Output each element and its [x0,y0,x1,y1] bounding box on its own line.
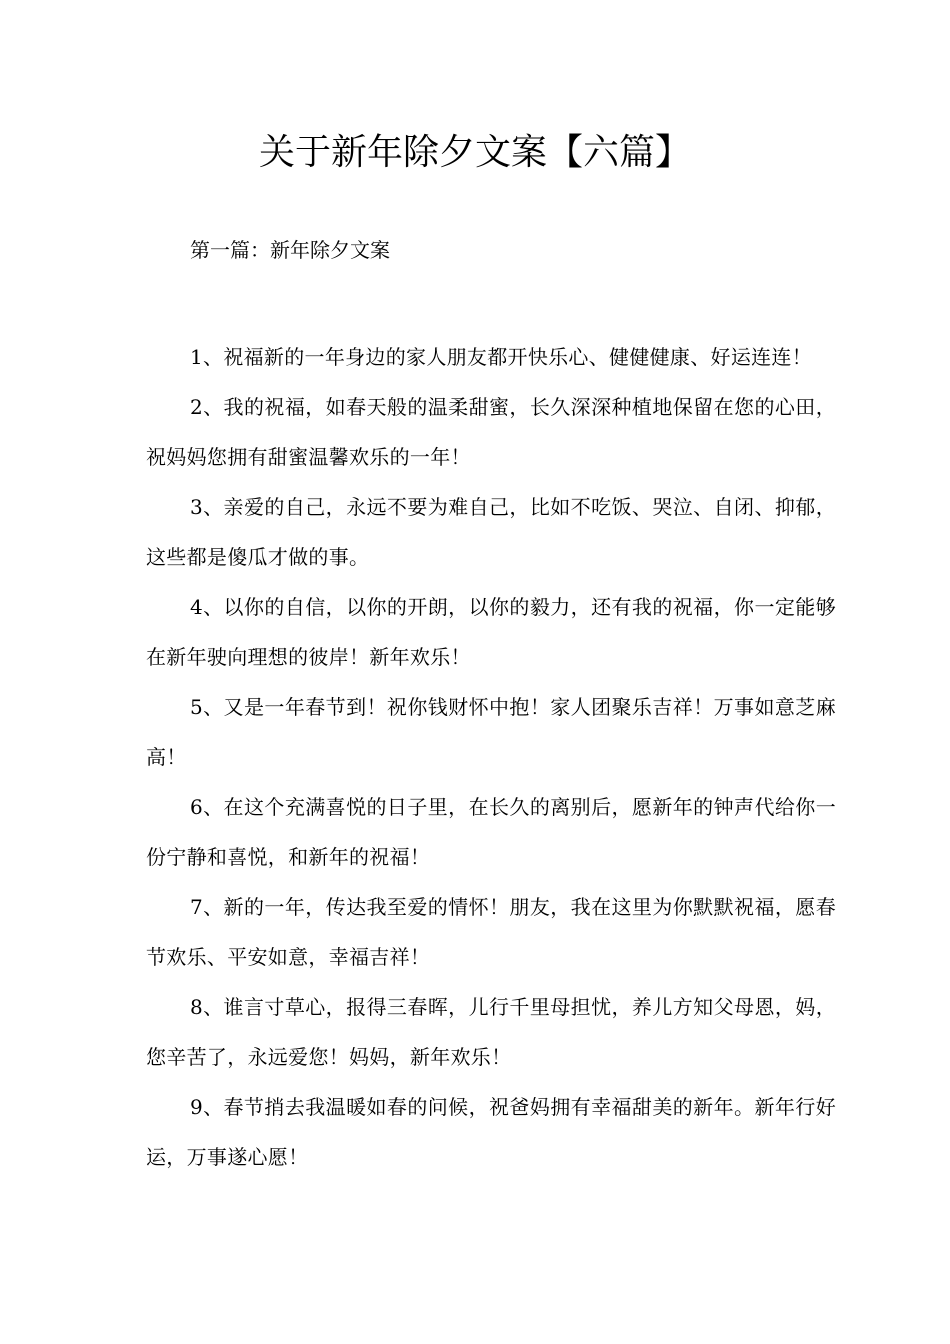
paragraph-9: 9、春节捎去我温暖如春的问候，祝爸妈拥有幸福甜美的新年。新年行好运，万事遂心愿！ [146,1095,836,1169]
paragraph-5: 5、又是一年春节到！祝你钱财怀中抱！家人团聚乐吉祥！万事如意芝麻高！ [146,695,836,769]
paragraph-8: 8、谁言寸草心，报得三春晖，儿行千里母担忧，养儿方知父母恩，妈，您辛苦了，永远爱您！妈妈，新年欢乐！ [146,995,836,1069]
paragraph-6: 6、在这个充满喜悦的日子里，在长久的离别后，愿新年的钟声代给你一份宁静和喜悦，和新年的祝福！ [146,795,836,869]
section-heading: 第一篇：新年除夕文案 [190,238,390,262]
document-title: 关于新年除夕文案【六篇】 [258,132,691,173]
paragraph-7: 7、新的一年，传达我至爱的情怀！朋友，我在这里为你默默祝福，愿春节欢乐、平安如意，幸福吉祥！ [146,895,836,969]
paragraph-1: 1、祝福新的一年身边的家人朋友都开快乐心、健健健康、好运连连！ [190,345,813,369]
paragraph-3: 3、亲爱的自己，永远不要为难自己，比如不吃饭、哭泣、自闭、抑郁，这些都是傻瓜才做的事。 [146,495,836,569]
document-body [146,332,836,1182]
paragraph-4: 4、以你的自信，以你的开朗，以你的毅力，还有我的祝福，你一定能够在新年驶向理想的彼岸！新年欢乐！ [146,595,836,669]
paragraph-2: 2、我的祝福，如春天般的温柔甜蜜，长久深深种植地保留在您的心田，祝妈妈您拥有甜蜜温馨欢乐的一年！ [146,395,836,469]
